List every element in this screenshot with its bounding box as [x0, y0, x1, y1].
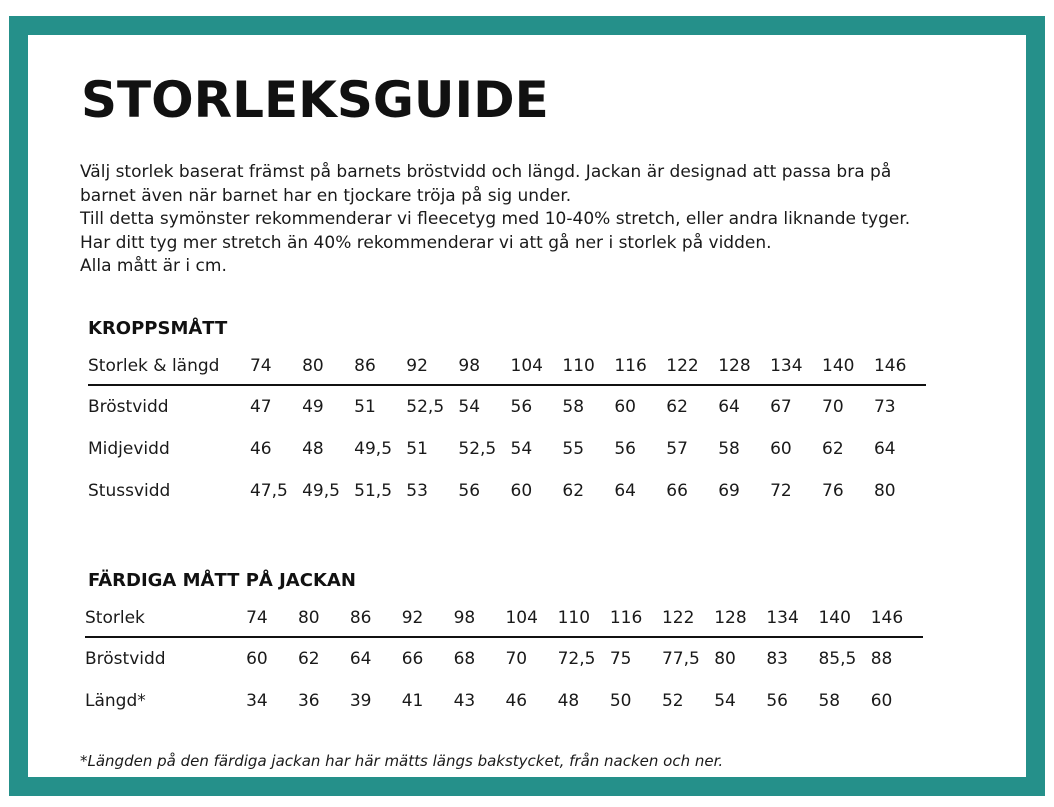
- finished-measurements-table: [85, 600, 923, 722]
- value-cell: 69: [718, 481, 740, 501]
- value-cell: 80: [714, 649, 736, 669]
- size-header-cell: 140: [818, 608, 851, 628]
- size-header-cell: 134: [770, 356, 803, 376]
- value-cell: 54: [458, 397, 481, 417]
- intro-line: Alla mått är i cm.: [80, 256, 227, 276]
- value-cell: 41: [401, 691, 424, 711]
- size-header-cell: 92: [401, 608, 424, 628]
- value-cell: 64: [349, 649, 372, 669]
- value-cell: 54: [714, 691, 736, 711]
- value-cell: 50: [609, 691, 632, 711]
- table-row: [85, 637, 923, 680]
- value-cell: 62: [666, 397, 688, 417]
- value-cell: 56: [458, 481, 481, 501]
- size-header-cell: 86: [349, 608, 372, 628]
- value-cell: 56: [614, 439, 636, 459]
- table-row: [88, 428, 926, 470]
- value-cell: 58: [718, 439, 740, 459]
- value-cell: 54: [510, 439, 533, 459]
- value-cell: 52: [661, 691, 684, 711]
- value-cell: 36: [297, 691, 320, 711]
- table-header-row: [85, 600, 923, 637]
- size-header-cell: 80: [302, 356, 324, 376]
- value-cell: 49: [302, 397, 324, 417]
- value-cell: 62: [297, 649, 320, 669]
- value-cell: 60: [510, 481, 533, 501]
- size-header-cell: 74: [246, 608, 268, 628]
- table-row: [88, 385, 926, 428]
- value-cell: 75: [609, 649, 632, 669]
- body-measurements-table: [88, 348, 926, 512]
- value-cell: 46: [249, 439, 272, 459]
- body-measurements-title: KROPPSMÅTT: [88, 318, 228, 339]
- value-cell: 51: [354, 397, 376, 417]
- size-header-cell: 146: [873, 356, 907, 376]
- header-label: Storlek & längd: [88, 356, 220, 376]
- size-header-cell: 92: [406, 356, 428, 376]
- value-cell: 58: [818, 691, 841, 711]
- value-cell: 76: [822, 481, 844, 501]
- size-header-cell: 128: [718, 356, 751, 376]
- page-title: STORLEKSGUIDE: [81, 71, 549, 129]
- value-cell: 83: [766, 649, 788, 669]
- value-cell: 48: [557, 691, 580, 711]
- value-cell: 64: [718, 397, 740, 417]
- size-header-cell: 80: [297, 608, 320, 628]
- size-header-cell: 140: [822, 356, 855, 376]
- value-cell: 60: [870, 691, 893, 711]
- value-cell: 49,5: [354, 439, 393, 459]
- intro-line: barnet även när barnet har en tjockare tröja på sig under.: [80, 185, 572, 206]
- footnote: *Längden på den färdiga jackan har här mätts längs bakstycket, från nacken och ner.: [80, 752, 724, 770]
- value-cell: 53: [406, 481, 428, 501]
- value-cell: 68: [453, 649, 476, 669]
- value-cell: 88: [870, 649, 893, 669]
- value-cell: 58: [562, 397, 585, 417]
- table-row: [88, 470, 926, 512]
- value-cell: 70: [505, 649, 528, 669]
- table-row: [85, 680, 923, 722]
- intro-line: Välj storlek baserat främst på barnets bröstvidd och längd. Jackan är designad att passa bra på: [80, 162, 892, 182]
- finished-measurements-title: FÄRDIGA MÅTT PÅ JACKAN: [88, 570, 356, 591]
- value-cell: 80: [873, 481, 896, 501]
- size-header-cell: 122: [666, 356, 699, 376]
- value-cell: 55: [562, 439, 585, 459]
- size-header-cell: 98: [453, 608, 476, 628]
- content-panel: [28, 35, 1026, 777]
- size-header-cell: 104: [505, 608, 538, 628]
- value-cell: 56: [510, 397, 533, 417]
- value-cell: 66: [666, 481, 688, 501]
- value-cell: 67: [770, 397, 792, 417]
- value-cell: 51: [406, 439, 428, 459]
- intro-line: Har ditt tyg mer stretch än 40% rekommenderar vi att gå ner i storlek på vidden.: [80, 232, 772, 253]
- value-cell: 57: [666, 439, 688, 459]
- value-cell: 34: [246, 691, 268, 711]
- size-header-cell: 116: [609, 608, 643, 628]
- value-cell: 77,5: [661, 649, 700, 669]
- size-header-cell: 110: [562, 356, 595, 376]
- value-cell: 64: [614, 481, 636, 501]
- size-header-cell: 110: [557, 608, 591, 628]
- value-cell: 52,5: [406, 397, 445, 417]
- row-label: Längd*: [85, 691, 146, 711]
- size-header-cell: 122: [661, 608, 695, 628]
- value-cell: 47,5: [249, 481, 288, 501]
- size-header-cell: 86: [354, 356, 376, 376]
- intro-text: [80, 161, 1010, 279]
- size-header-cell: 74: [249, 356, 272, 376]
- size-header-cell: 104: [510, 356, 543, 376]
- value-cell: 43: [453, 691, 476, 711]
- row-label: Bröstvidd: [88, 397, 169, 417]
- value-cell: 56: [766, 691, 788, 711]
- intro-line: Till detta symönster rekommenderar vi fleecetyg med 10-40% stretch, eller andra liknande tyger.: [80, 209, 911, 229]
- row-label: Midjevidd: [88, 439, 170, 459]
- teal-frame: [9, 16, 1045, 796]
- value-cell: 47: [249, 397, 272, 417]
- value-cell: 72,5: [557, 649, 596, 669]
- value-cell: 60: [770, 439, 792, 459]
- size-header-cell: 146: [870, 608, 904, 628]
- header-label: Storlek: [85, 608, 145, 628]
- value-cell: 48: [302, 439, 324, 459]
- value-cell: 60: [614, 397, 636, 417]
- value-cell: 51,5: [354, 481, 393, 501]
- value-cell: 66: [401, 649, 424, 669]
- size-header-cell: 134: [766, 608, 799, 628]
- value-cell: 64: [873, 439, 896, 459]
- value-cell: 49,5: [302, 481, 340, 501]
- value-cell: 52,5: [458, 439, 497, 459]
- value-cell: 70: [822, 397, 844, 417]
- size-header-cell: 98: [458, 356, 481, 376]
- table-header-row: [88, 348, 926, 385]
- row-label: Stussvidd: [88, 481, 171, 501]
- value-cell: 85,5: [818, 649, 857, 669]
- value-cell: 46: [505, 691, 528, 711]
- value-cell: 62: [822, 439, 844, 459]
- value-cell: 72: [770, 481, 792, 501]
- value-cell: 60: [246, 649, 268, 669]
- size-header-cell: 128: [714, 608, 747, 628]
- value-cell: 73: [873, 397, 896, 417]
- size-header-cell: 116: [614, 356, 647, 376]
- row-label: Bröstvidd: [85, 649, 166, 669]
- value-cell: 62: [562, 481, 585, 501]
- value-cell: 39: [349, 691, 372, 711]
